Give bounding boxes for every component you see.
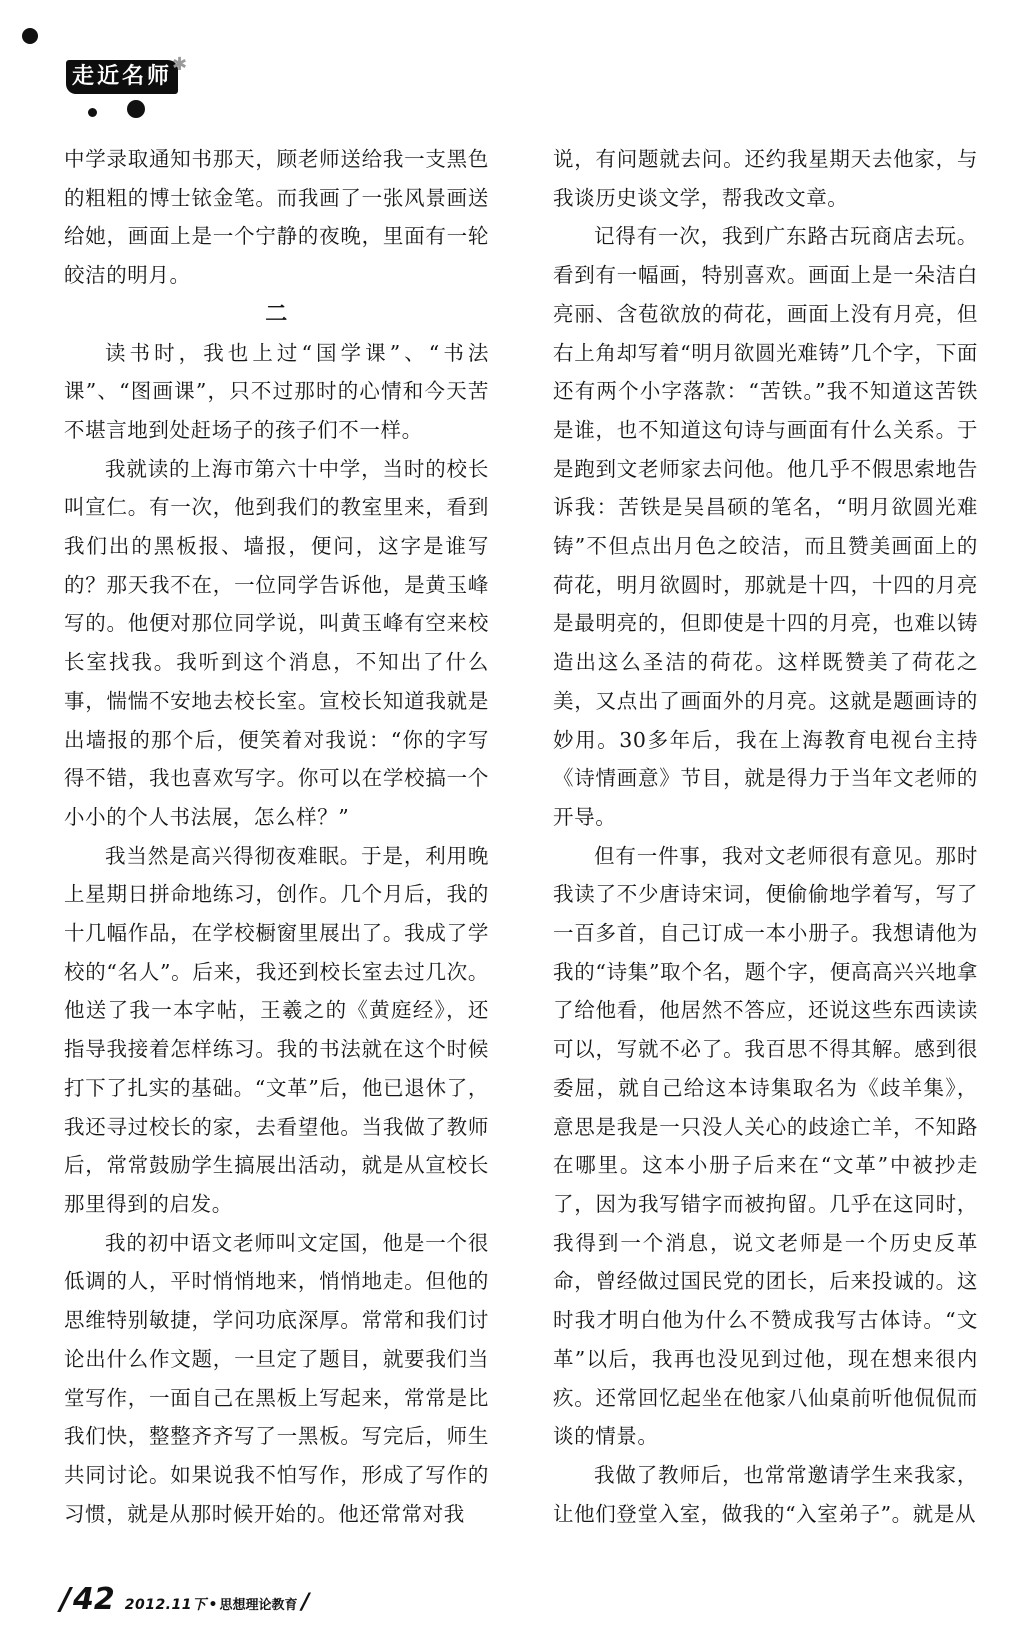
decorative-dot	[88, 108, 97, 117]
paragraph: 我就读的上海市第六十中学，当时的校长叫宣仁。有一次，他到我们的教室里来，看到我们出的黑板报、墙报，便问，这字是谁写的？那天我不在，一位同学告诉他，是黄玉峰写的。他便对那位同学说，叫黄玉峰有空来校长室找我。我听到这个消息，不知出了什么事，惴惴不安地去校长室。宣校长知道我就是出墙报的那个后，便笑着对我说：“你的字写得不错，我也喜欢写字。你可以在学校搞一个小小的个人书法展，怎么样？”	[64, 456, 489, 829]
right-column	[553, 140, 978, 1533]
separator-dot: •	[208, 1597, 218, 1613]
page-footer	[60, 1582, 310, 1617]
paragraph: 但有一件事，我对文老师很有意见。那时我读了不少唐诗宋词，便偷偷地学着写，写了一百多首，自己订成一本小册子。我想请他为我的“诗集”取个名，题个字，便高高兴兴地拿了给他看，他居然不答应，还说这些东西读读可以，写就不必了。我百思不得其解。感到很委屈，就自己给这本诗集取名为《歧羊集》，意思是我是一只没人关心的歧途亡羊，不知路在哪里。这本小册子后来在“文革”中被抄走了，因为我写错字而被拘留。几乎在这同时，我得到一个消息，说文老师是一个历史反革命，曾经做过国民党的团长，后来投诚的。这时我才明白他为什么不赞成我写古体诗。“文革”以后，我再也没见到过他，现在想来很内疚。还常回忆起坐在他家八仙桌前听他侃侃而谈的情景。	[553, 843, 978, 1449]
slash-glyph: /	[60, 1582, 71, 1617]
issue-label: 2012.11下	[124, 1597, 207, 1613]
ink-splash-icon: ✱	[172, 54, 188, 75]
paragraph: 说，有问题就去问。还约我星期天去他家，与我谈历史谈文学，帮我改文章。	[553, 147, 978, 210]
paragraph: 中学录取通知书那天，顾老师送给我一支黑色的粗粗的博士铱金笔。而我画了一张风景画送给她，画面上是一个宁静的夜晚，里面有一轮皎洁的明月。	[64, 147, 489, 288]
paragraph: 读书时，我也上过“国学课”、“书法课”、“图画课”，只不过那时的心情和今天苦不堪言地到处赶场子的孩子们不一样。	[64, 340, 489, 442]
paragraph: 我的初中语文老师叫文定国，他是一个很低调的人，平时悄悄地来，悄悄地走。但他的思维特别敏捷，学问功底深厚。常常和我们讨论出什么作文题，一旦定了题目，就要我们当堂写作，一面自己在黑板上写起来，常常是比我们快，整整齐齐写了一黑板。写完后，师生共同讨论。如果说我不怕写作，形成了写作的习惯，就是从那时候开始的。他还常常对我	[64, 1230, 489, 1526]
column-tag: 走近名师	[66, 60, 178, 94]
paragraph: 我当然是高兴得彻夜难眠。于是，利用晚上星期日拼命地练习，创作。几个月后，我的十几幅作品，在学校橱窗里展出了。我成了学校的“名人”。后来，我还到校长室去过几次。他送了我一本字帖，王羲之的《黄庭经》，还指导我接着怎样练习。我的书法就在这个时候打下了扎实的基础。“文革”后，他已退休了，我还寻过校长的家，去看望他。当我做了教师后，常常鼓励学生搞展出活动，就是从宣校长那里得到的启发。	[64, 843, 489, 1216]
decorative-dot	[22, 28, 38, 44]
left-column	[64, 140, 489, 1533]
page-number: 42	[72, 1582, 115, 1617]
magazine-name: 思想理论教育	[219, 1598, 298, 1613]
paragraph: 记得有一次，我到广东路古玩商店去玩。看到有一幅画，特别喜欢。画面上是一朵洁白亮丽、含苞欲放的荷花，画面上没有月亮，但右上角却写着“明月欲圆光难铸”几个字，下面还有两个小字落款：“苦铁。”我不知道这苦铁是谁，也不知道这句诗与画面有什么关系。于是跑到文老师家去问他。他几乎不假思索地告诉我：苦铁是吴昌硕的笔名，“明月欲圆光难铸”不但点出月色之皎洁，而且赞美画面上的荷花，明月欲圆时，那就是十四，十四的月亮是最明亮的，但即使是十四的月亮，也难以铸造出这么圣洁的荷花。这样既赞美了荷花之美，又点出了画面外的月亮。这就是题画诗的妙用。30多年后，我在上海教育电视台主持《诗情画意》节目，就是得力于当年文老师的开导。	[553, 224, 978, 829]
slash-glyph: /	[301, 1590, 310, 1615]
section-heading: 二	[265, 300, 288, 327]
paragraph: 我做了教师后，也常常邀请学生来我家，让他们登堂入室，做我的“入室弟子”。就是从	[553, 1462, 978, 1526]
decorative-dot	[127, 100, 145, 118]
